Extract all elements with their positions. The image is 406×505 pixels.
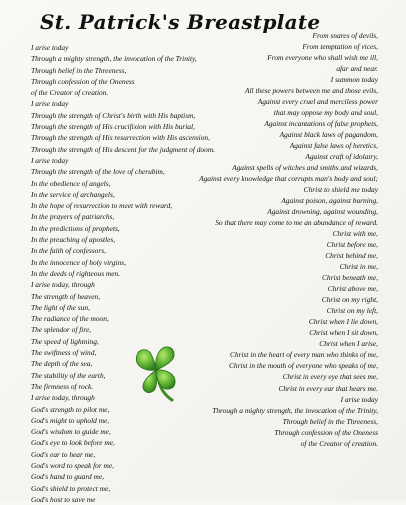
poem-line-right: of the Creator of creation. (300, 438, 378, 448)
poem-line-left: The speed of lightning, (31, 336, 99, 346)
poem-line-left: Through belief in the Threeness, (31, 65, 127, 75)
poem-line-right: Against craft of idolatry, (305, 152, 378, 162)
poem-line-left: Through the strength of His descent for the judgment of doom. (31, 144, 216, 154)
poem-line-left: The firmness of rock. (31, 381, 94, 391)
poem-line-right: that may oppose my body and soul, (273, 108, 378, 118)
poem-line-right: Against poison, against burning, (281, 196, 378, 206)
poem-line-right: Against false laws of heretics, (289, 141, 378, 151)
poem-line-right: All these powers between me and those evils, (244, 86, 378, 96)
poem-line-left: The swiftness of wind, (31, 348, 97, 358)
poem-line-right: Christ on my left, (326, 306, 378, 316)
shamrock-icon (128, 340, 184, 404)
poem-line-left: In the preaching of apostles, (31, 235, 116, 245)
poem-line-left: I arise today (31, 155, 69, 165)
poem-line-left: Through the strength of the love of cherubim, (31, 167, 165, 177)
poem-line-left: In the faith of confessors, (31, 246, 106, 256)
poem-line-left: God's ear to hear me, (31, 449, 96, 459)
poem-line-right: From everyone who shall wish me ill, (267, 53, 378, 63)
poem-line-right: From snares of devils, (312, 31, 378, 40)
poem-line-left: In the deeds of righteous men. (31, 268, 121, 278)
poem-line-left: I arise today, through (31, 393, 95, 403)
poem-line-left: God's strength to pilot me, (31, 404, 110, 414)
poem-line-right: Christ when I arise, (319, 339, 378, 349)
poem-line-left: I arise today (31, 43, 69, 52)
poem-line-left: In the service of archangels, (31, 189, 115, 199)
poem-line-right: Christ above me, (327, 284, 378, 294)
poem-line-left: Through confession of the Oneness (31, 76, 135, 86)
poem-line-right: Christ beneath me, (321, 273, 378, 283)
poem-line-left: God's eye to look before me, (31, 438, 115, 448)
poem-line-left: In the innocence of holy virgins, (31, 257, 126, 267)
poem-line-left: God's host to save me (31, 494, 96, 504)
poem-line-right: Christ before me, (326, 240, 378, 250)
poem-line-right: Christ in every ear that hears me. (278, 383, 378, 393)
poem-line-right: Against drowning, against wounding, (267, 207, 378, 217)
poem-line-right: Through a mighty strength, the invocation of the Trinity, (212, 405, 378, 415)
poem-line-right: Against incantations of false prophets, (264, 119, 378, 129)
poem-line-right: Against every knowledge that corrupts man's body and soul; (199, 174, 378, 184)
poem-line-right: Against spells of witches and smiths and wizards, (232, 163, 378, 173)
poem-line-right: Against black laws of pagandom, (279, 130, 378, 140)
poem-line-right: Christ on my right, (321, 295, 378, 305)
poem-line-right: I summon today (330, 75, 378, 85)
poem-line-left: Through the strength of His crucifixion with His burial, (31, 122, 195, 132)
poem-line-right: So that there may come to me an abundance of reward. (215, 218, 378, 228)
poem-line-left: In the prayers of patriarchs, (31, 212, 115, 222)
poem-line-left: I arise today, through (31, 280, 95, 290)
poem-line-left: God's shield to protect me, (31, 483, 111, 493)
poem-line-left: The depth of the sea, (31, 359, 93, 369)
right-column (199, 30, 378, 449)
poem-line-right: Christ with me, (332, 229, 378, 239)
poem-line-right: Christ in the heart of every man who thinks of me, (229, 350, 378, 360)
poem-line-left: I arise today (31, 99, 69, 109)
poem-line-left: The stability of the earth, (31, 370, 106, 380)
poem-line-right: Against every cruel and merciless power (257, 97, 378, 107)
poem-line-left: God's might to uphold me, (31, 415, 110, 425)
poem-line-left: God's wisdom to guide me, (31, 427, 111, 437)
poem-line-left: Through a mighty strength, the invocation of the Trinity, (31, 54, 197, 64)
poem-line-right: I arise today (340, 394, 378, 404)
poem-line-left: of the Creator of creation. (31, 88, 109, 98)
poem-line-right: Through confession of the Oneness (274, 427, 378, 437)
poem-line-left: The strength of heaven, (31, 291, 101, 301)
poem-line-left: The light of the sun, (31, 302, 90, 312)
poem-line-left: In the predictions of prophets, (31, 223, 120, 233)
poem-line-left: The radiance of the moon, (31, 314, 109, 324)
poem-line-right: Christ when I lie down, (308, 317, 378, 327)
poem-line-left: The splendor of fire, (31, 325, 92, 335)
poem-line-left: God's word to speak for me, (31, 460, 115, 470)
poem-line-right: Christ to shield me today (303, 185, 378, 195)
poem-line-left: In the hope of resurrection to meet with reward, (31, 201, 173, 211)
poem-line-right: Through belief in the Threeness, (282, 416, 378, 426)
poem-line-right: From temptation of vices, (302, 42, 378, 52)
poem-line-right: Christ when I sit down, (309, 328, 378, 338)
poem-line-right: afar and near. (336, 64, 378, 74)
poem-line-right: Christ behind me, (325, 251, 378, 261)
poem-line-right: Christ in me, (339, 262, 378, 272)
poem-line-left: In the obedience of angels, (31, 178, 111, 188)
poem-line-left: God's hand to guard me, (31, 472, 104, 482)
poem-line-right: Christ in the mouth of everyone who speaks of me, (228, 361, 378, 371)
poem-line-left: Through the strength of His resurrection with His ascension, (31, 133, 210, 143)
left-column (31, 42, 215, 505)
poem-line-left: Through the strength of Christ's birth with His baptism, (31, 110, 196, 120)
poem-title: St. Patrick's Breastplate (40, 10, 321, 34)
poem-line-right: Christ in every eye that sees me, (282, 372, 378, 382)
